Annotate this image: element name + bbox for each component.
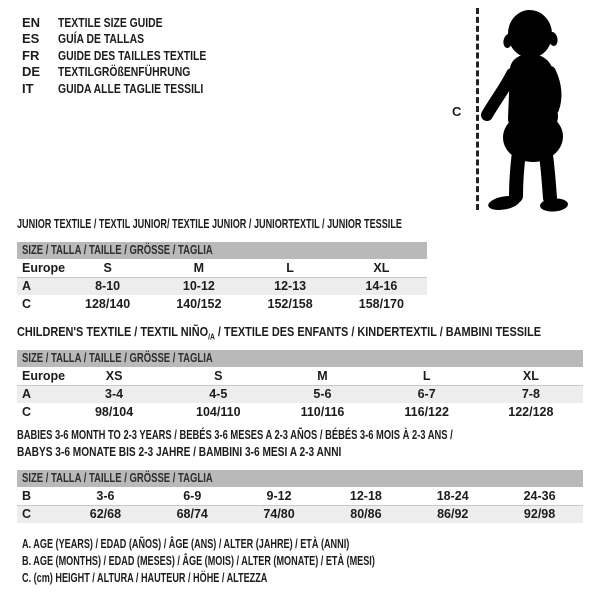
table-row <box>17 367 583 385</box>
height-cell: 80/86 <box>350 507 382 522</box>
children-title-sub: /A <box>208 332 215 342</box>
height-measure-label: C <box>452 104 462 119</box>
age-cell: 10-12 <box>182 279 215 294</box>
language-title: GUIDA ALLE TAGLIE TESSILI <box>58 80 204 96</box>
row-label: C <box>22 297 32 311</box>
size-header-text: SIZE / TALLA / TAILLE / GRÖSSE / TAGLIA <box>22 351 213 365</box>
table-row <box>17 487 583 505</box>
size-cell: XL <box>373 260 390 275</box>
size-header-text: SIZE / TALLA / TAILLE / GRÖSSE / TAGLIA <box>22 243 213 257</box>
note-text: A. AGE (YEARS) / EDAD (AÑOS) / ÂGE (ANS) / ALTER (JAHRE) / ETÀ (ANNI) <box>22 536 350 551</box>
language-code: DE <box>22 64 41 80</box>
junior-size-table-grid <box>17 259 427 313</box>
children-size-table-grid <box>17 367 583 421</box>
note-text: C. (cm) HEIGHT / ALTURA / HAUTEUR / HÖHE / ALTEZZA <box>22 570 268 585</box>
toddler-silhouette-shapes <box>487 9 568 212</box>
table-row <box>17 295 427 313</box>
height-cell: 68/74 <box>176 507 208 522</box>
language-code: IT <box>22 80 34 96</box>
babies-size-table-grid <box>17 487 583 523</box>
age-cell: 9-12 <box>266 488 292 503</box>
row-label: Europe <box>22 260 66 275</box>
size-cell: S <box>214 368 223 383</box>
size-cell: XL <box>522 368 539 383</box>
language-title: TEXTILGRÖßENFÜHRUNG <box>58 64 191 80</box>
language-row-es <box>22 31 243 48</box>
language-row-fr <box>22 47 243 64</box>
babies-size-table <box>17 470 583 523</box>
children-title-prefix: CHILDREN'S TEXTILE / TEXTIL NIÑO <box>17 324 209 339</box>
height-cell: 104/110 <box>196 405 241 419</box>
age-cell: 6-7 <box>417 387 436 402</box>
row-label: B <box>22 488 32 503</box>
row-label: A <box>22 279 32 294</box>
table-row <box>17 385 583 403</box>
row-label: C <box>22 507 32 522</box>
height-cell: 74/80 <box>263 507 295 522</box>
size-header-bar <box>17 470 583 487</box>
junior-table-title-text: JUNIOR TEXTILE / TEXTIL JUNIOR/ TEXTILE JUNIOR / JUNIORTEXTIL / JUNIOR TESSILE <box>17 216 402 231</box>
age-cell: 3-6 <box>96 488 115 503</box>
size-cell: XS <box>105 368 123 383</box>
babies-table-title <box>17 426 600 460</box>
language-row-en <box>22 14 243 31</box>
age-cell: 7-8 <box>521 387 540 402</box>
age-cell: 6-9 <box>183 488 202 503</box>
height-cell: 128/140 <box>85 297 131 311</box>
height-cell: 110/116 <box>300 405 345 419</box>
toddler-leg-left <box>516 152 519 196</box>
children-table-title-text <box>17 323 541 346</box>
table-row <box>17 403 583 421</box>
note-age-years <box>22 535 526 552</box>
row-label: Europe <box>22 368 66 383</box>
children-table-title <box>17 323 600 346</box>
junior-table-title <box>17 215 567 232</box>
language-title: GUÍA DE TALLAS <box>58 31 145 47</box>
note-age-months <box>22 552 526 569</box>
height-cell: 116/122 <box>404 405 449 419</box>
height-measure-dashed-line <box>476 8 479 210</box>
language-title: GUIDE DES TAILLES TEXTILE <box>58 47 207 63</box>
babies-table-title-line1: BABIES 3-6 MONTH TO 2-3 YEARS / BEBÉS 3-6 MESES A 2-3 AÑOS / BÉBÉS 3-6 MOIS À 2-3 ANS / <box>17 427 453 442</box>
size-cell: S <box>103 260 112 275</box>
age-cell: 3-4 <box>105 387 124 402</box>
size-cell: M <box>193 260 205 275</box>
size-header-bar <box>17 350 583 367</box>
age-cell: 14-16 <box>365 279 398 294</box>
toddler-silhouette <box>480 8 595 212</box>
toddler-head <box>506 9 553 60</box>
toddler-leg-right <box>546 155 550 198</box>
toddler-arm-left <box>487 74 512 115</box>
age-cell: 4-5 <box>209 387 228 402</box>
row-label: A <box>22 387 32 402</box>
legend-notes <box>22 535 526 586</box>
age-cell: 5-6 <box>313 387 332 402</box>
height-cell: 152/158 <box>267 297 313 311</box>
size-header-text: SIZE / TALLA / TAILLE / GRÖSSE / TAGLIA <box>22 471 213 485</box>
age-cell: 12-13 <box>274 279 307 294</box>
size-cell: L <box>422 368 431 383</box>
height-cell: 98/104 <box>94 405 134 419</box>
children-size-table <box>17 350 583 421</box>
language-code: ES <box>22 31 40 47</box>
children-title-suffix: / TEXTILE DES ENFANTS / KINDERTEXTIL / BAMBINI TESSILE <box>214 324 542 339</box>
note-height-cm <box>22 569 526 586</box>
age-cell: 8-10 <box>95 279 121 294</box>
babies-table-title-line2: BABYS 3-6 MONATE BIS 2-3 JAHRE / BAMBINI 3-6 MESI A 2-3 ANNI <box>17 444 342 459</box>
height-cell: 122/128 <box>508 405 554 419</box>
age-cell: 24-36 <box>523 488 556 503</box>
height-cell: 140/152 <box>176 297 222 311</box>
language-title-list <box>22 14 243 97</box>
size-cell: L <box>286 260 294 275</box>
note-text: B. AGE (MONTHS) / EDAD (MESES) / ÂGE (MOIS) / ALTER (MONATE) / ETÀ (MESI) <box>22 553 375 568</box>
row-label: C <box>22 405 32 419</box>
size-cell: M <box>317 368 328 383</box>
language-code: EN <box>22 14 41 30</box>
table-row <box>17 259 427 277</box>
toddler-arm-right <box>550 72 555 109</box>
language-title: TEXTILE SIZE GUIDE <box>58 14 163 30</box>
height-cell: 62/68 <box>89 507 122 522</box>
language-row-it <box>22 80 243 97</box>
table-row <box>17 505 583 523</box>
table-row <box>17 277 427 295</box>
language-code: FR <box>22 47 40 63</box>
language-row-de <box>22 64 243 81</box>
junior-size-table <box>17 242 427 313</box>
height-cell: 86/92 <box>437 507 469 522</box>
age-cell: 12-18 <box>349 488 382 503</box>
age-cell: 18-24 <box>436 488 469 503</box>
size-header-bar <box>17 242 427 259</box>
height-cell: 158/170 <box>358 297 404 311</box>
height-cell: 92/98 <box>523 507 556 522</box>
